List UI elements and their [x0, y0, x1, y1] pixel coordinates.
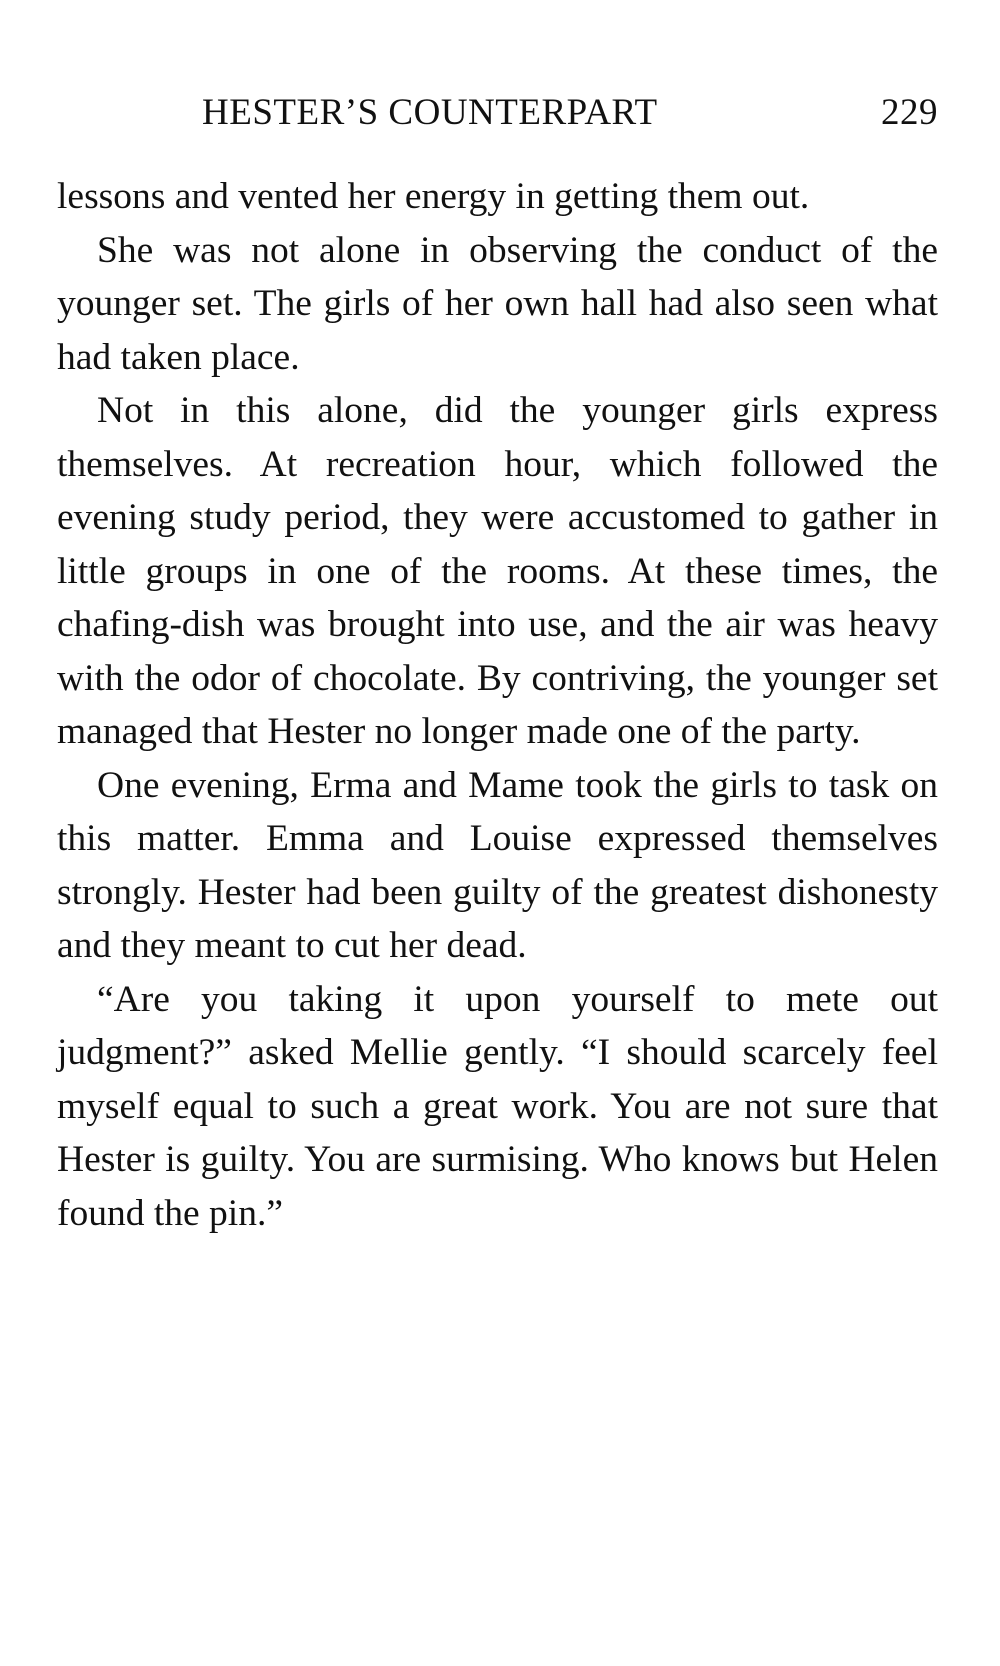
- running-head: [57, 88, 938, 138]
- body-text: [57, 170, 938, 1240]
- page-number: 229: [881, 92, 938, 133]
- paragraph: She was not alone in observing the conduct of the younger set. The girls of her own hall had also seen what had taken place.: [57, 229, 938, 378]
- running-title: HESTER’S COUNTERPART: [202, 92, 658, 133]
- paragraph-continued: lessons and vented her energy in getting them out.: [57, 176, 810, 217]
- paragraph: One evening, Erma and Mame took the girls to task on this matter. Emma and Louise expressed themselves strongly. Hester had been guilty of the greatest dishonesty and they meant to cut her dead.: [57, 764, 938, 966]
- paragraph: Not in this alone, did the younger girls express themselves. At recreation hour, which followed the evening study period, they were accustomed to gather in little groups in one of the rooms. At these times, the chafing-dish was brought into use, and the air was heavy with the odor of chocolate. By contriving, the younger set managed that Hester no longer made one of the party.: [57, 390, 938, 752]
- paragraph-dialogue: “Are you taking it upon yourself to mete out judgment?” asked Mellie gently. “I should scarcely feel myself equal to such a great work. You are not sure that Hester is guilty. You are surmising. Who knows but Helen found the pin.”: [57, 978, 938, 1234]
